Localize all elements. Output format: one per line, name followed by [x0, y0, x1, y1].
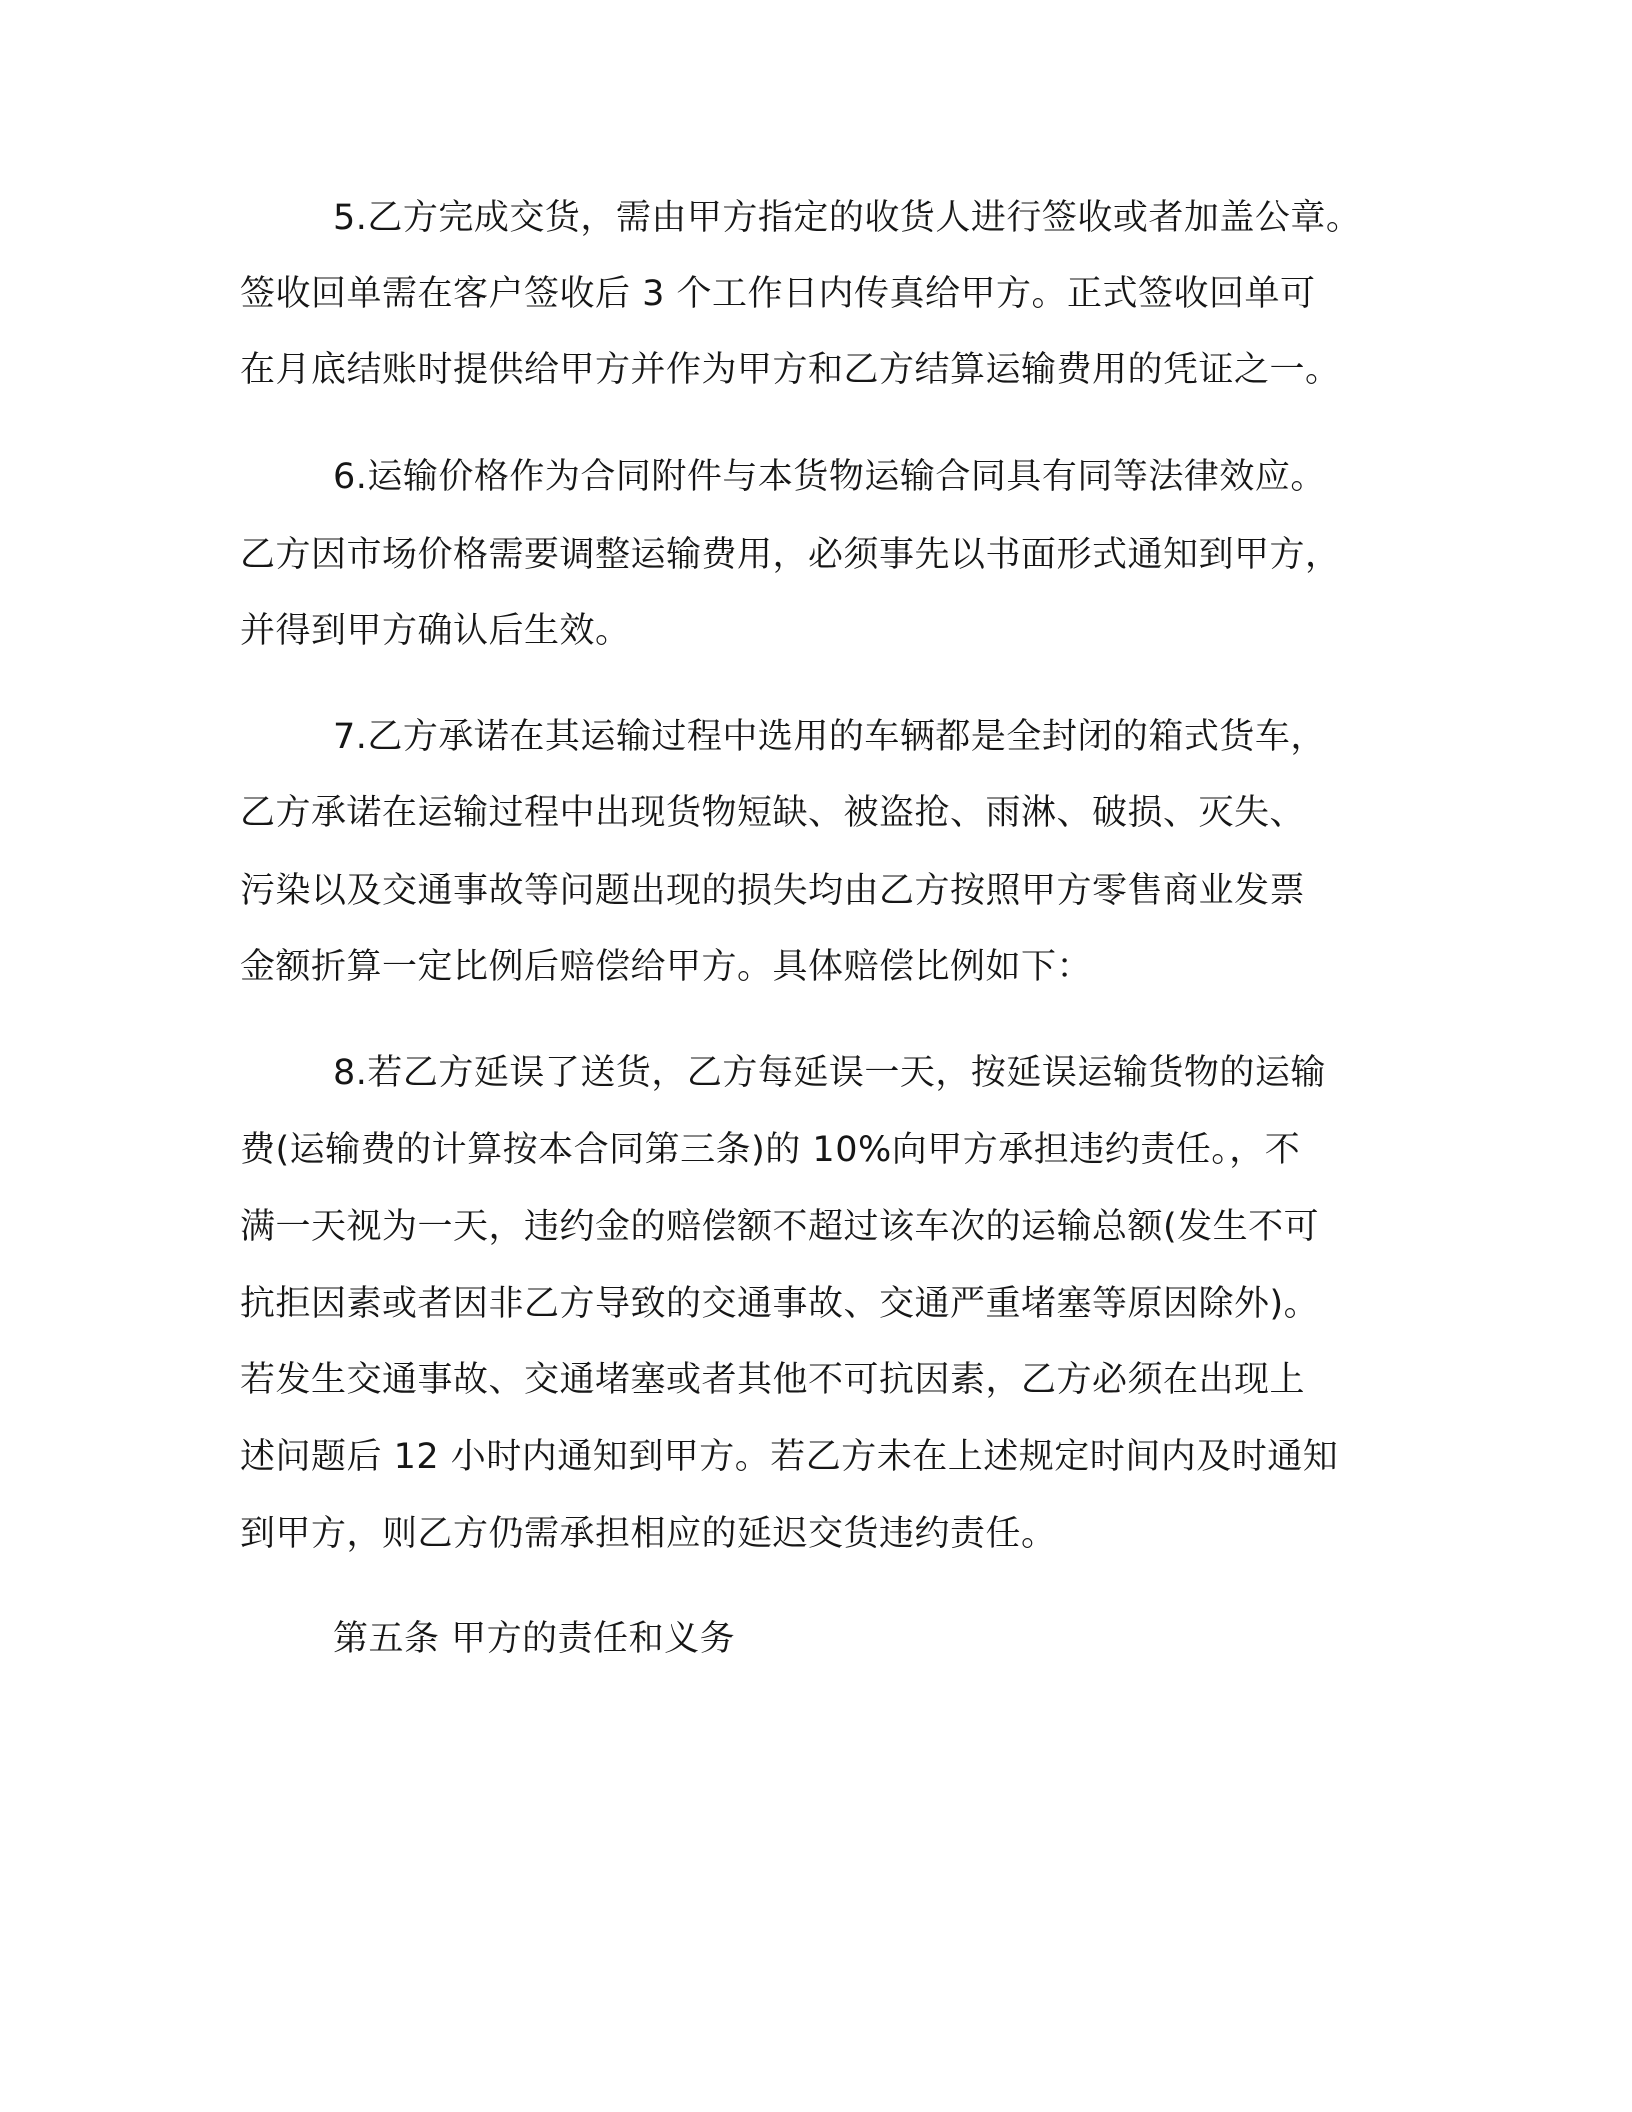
clause-5-line-2: 签收回单需在客户签收后 3 个工作日内传真给甲方。正式签收回单可 — [240, 274, 1316, 314]
clause-8-line-3: 满一天视为一天，违约金的赔偿额不超过该车次的运输总额(发生不可 — [240, 1207, 1320, 1247]
clause-8-line-2: 费(运输费的计算按本合同第三条)的 10%向甲方承担违约责任。，不 — [240, 1130, 1301, 1170]
clause-8-line-5: 若发生交通事故、交通堵塞或者其他不可抗因素，乙方必须在出现上 — [240, 1360, 1306, 1400]
clause-8-line-6: 述问题后 12 小时内通知到甲方。若乙方未在上述规定时间内及时通知 — [240, 1437, 1339, 1477]
clause-7-line-1: 7.乙方承诺在其运输过程中选用的车辆都是全封闭的箱式货车， — [333, 717, 1326, 757]
clause-8-line-1: 8.若乙方延误了送货，乙方每延误一天，按延误运输货物的运输 — [333, 1053, 1326, 1093]
clause-7-line-4: 金额折算一定比例后赔偿给甲方。具体赔偿比例如下： — [240, 947, 1093, 987]
clause-8-line-4: 抗拒因素或者因非乙方导致的交通事故、交通严重堵塞等原因除外)。 — [240, 1284, 1320, 1324]
clause-7-line-3: 污染以及交通事故等问题出现的损失均由乙方按照甲方零售商业发票 — [240, 871, 1306, 911]
clause-8-line-7: 到甲方，则乙方仍需承担相应的延迟交货违约责任。 — [240, 1514, 1057, 1554]
clause-6-line-2: 乙方因市场价格需要调整运输费用，必须事先以书面形式通知到甲方， — [240, 535, 1341, 575]
clause-7-line-2: 乙方承诺在运输过程中出现货物短缺、被盗抢、雨淋、破损、灭失、 — [240, 793, 1306, 833]
clause-5-line-1: 5.乙方完成交货，需由甲方指定的收货人进行签收或者加盖公章。 — [333, 198, 1362, 238]
clause-6-line-1: 6.运输价格作为合同附件与本货物运输合同具有同等法律效应。 — [333, 457, 1326, 497]
section-heading: 第五条 甲方的责任和义务 — [333, 1619, 736, 1659]
clause-5-line-3: 在月底结账时提供给甲方并作为甲方和乙方结算运输费用的凭证之一。 — [240, 350, 1341, 390]
clause-6-line-3: 并得到甲方确认后生效。 — [240, 611, 631, 651]
